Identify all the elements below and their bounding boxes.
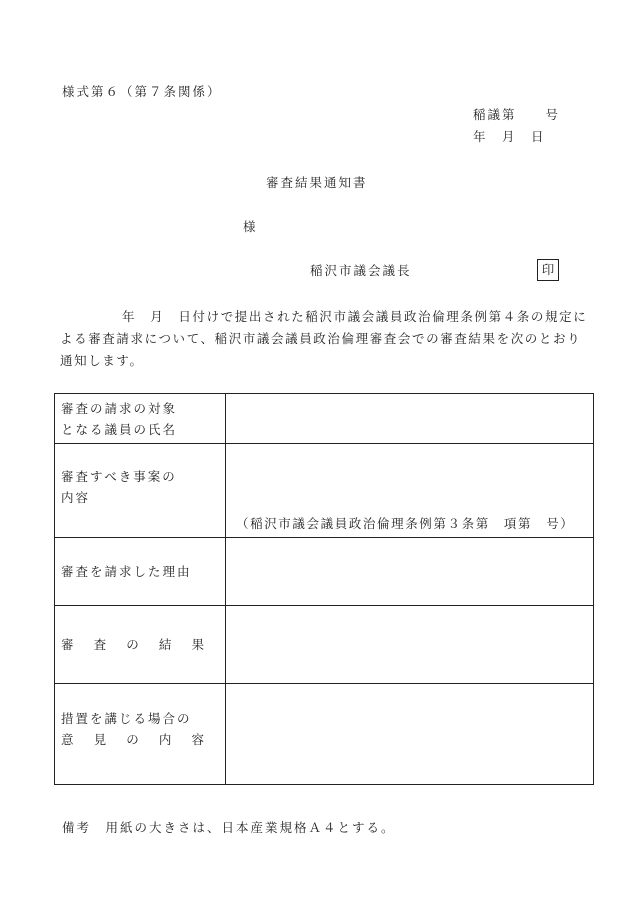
value-measure-opinion xyxy=(226,684,594,785)
label-line xyxy=(61,729,206,750)
value-case-content xyxy=(226,444,594,538)
label-line: 審査の請求の対象 xyxy=(61,401,178,416)
value-request-reason xyxy=(226,538,594,606)
form-label: 様式第６（第７条関係） xyxy=(62,84,222,99)
label-line: 措置を講じる場合の xyxy=(61,711,192,726)
label-char: 結 xyxy=(158,637,174,652)
value-target-member xyxy=(226,394,594,444)
table-row xyxy=(55,684,594,785)
body-paragraph: 年 月 日付けで提出された稲沢市議会議員政治倫理条例第４条の規定による審査請求について、稲沢市議会議員政治倫理審査会での審査結果を次のとおり通知します。 xyxy=(60,309,588,368)
footnote: 備考 用紙の大きさは、日本産業規格Ａ４とする。 xyxy=(62,820,396,835)
document-title: 審査結果通知書 xyxy=(266,175,368,190)
document-number: 稲議第 号 xyxy=(473,107,561,122)
row-label-measure-opinion xyxy=(55,684,226,785)
row-label-request-reason xyxy=(55,538,226,606)
label-char: 査 xyxy=(93,637,109,652)
label-char: 見 xyxy=(93,732,109,747)
label-char: の xyxy=(126,732,141,747)
result-table xyxy=(54,393,594,785)
table-row xyxy=(55,606,594,684)
sender-title: 稲沢市議会議長 xyxy=(310,263,412,278)
label-line: 内容 xyxy=(61,490,91,505)
label-line: となる議員の氏名 xyxy=(61,422,178,437)
addressee: 様 xyxy=(243,219,258,234)
table-row xyxy=(55,538,594,606)
label-line: 審査すべき事案の xyxy=(61,469,177,484)
label-char: 審 xyxy=(61,637,76,652)
ordinance-reference: （稲沢市議会議員政治倫理条例第３条第 項第 号） xyxy=(236,516,575,531)
document-date: 年 月 日 xyxy=(473,129,546,144)
row-label-case-content xyxy=(55,444,226,538)
row-label-review-result xyxy=(55,606,226,684)
seal-stamp: 印 xyxy=(537,259,559,281)
row-label-target-member xyxy=(55,394,226,444)
label-line xyxy=(61,634,206,655)
label-char: の xyxy=(126,637,141,652)
table-row xyxy=(55,444,594,538)
table-row xyxy=(55,394,594,444)
label-line: 審査を請求した理由 xyxy=(61,564,192,579)
label-char: 意 xyxy=(61,732,76,747)
label-char: 内 xyxy=(158,732,174,747)
label-char: 容 xyxy=(191,732,206,747)
label-char: 果 xyxy=(191,637,206,652)
value-review-result xyxy=(226,606,594,684)
